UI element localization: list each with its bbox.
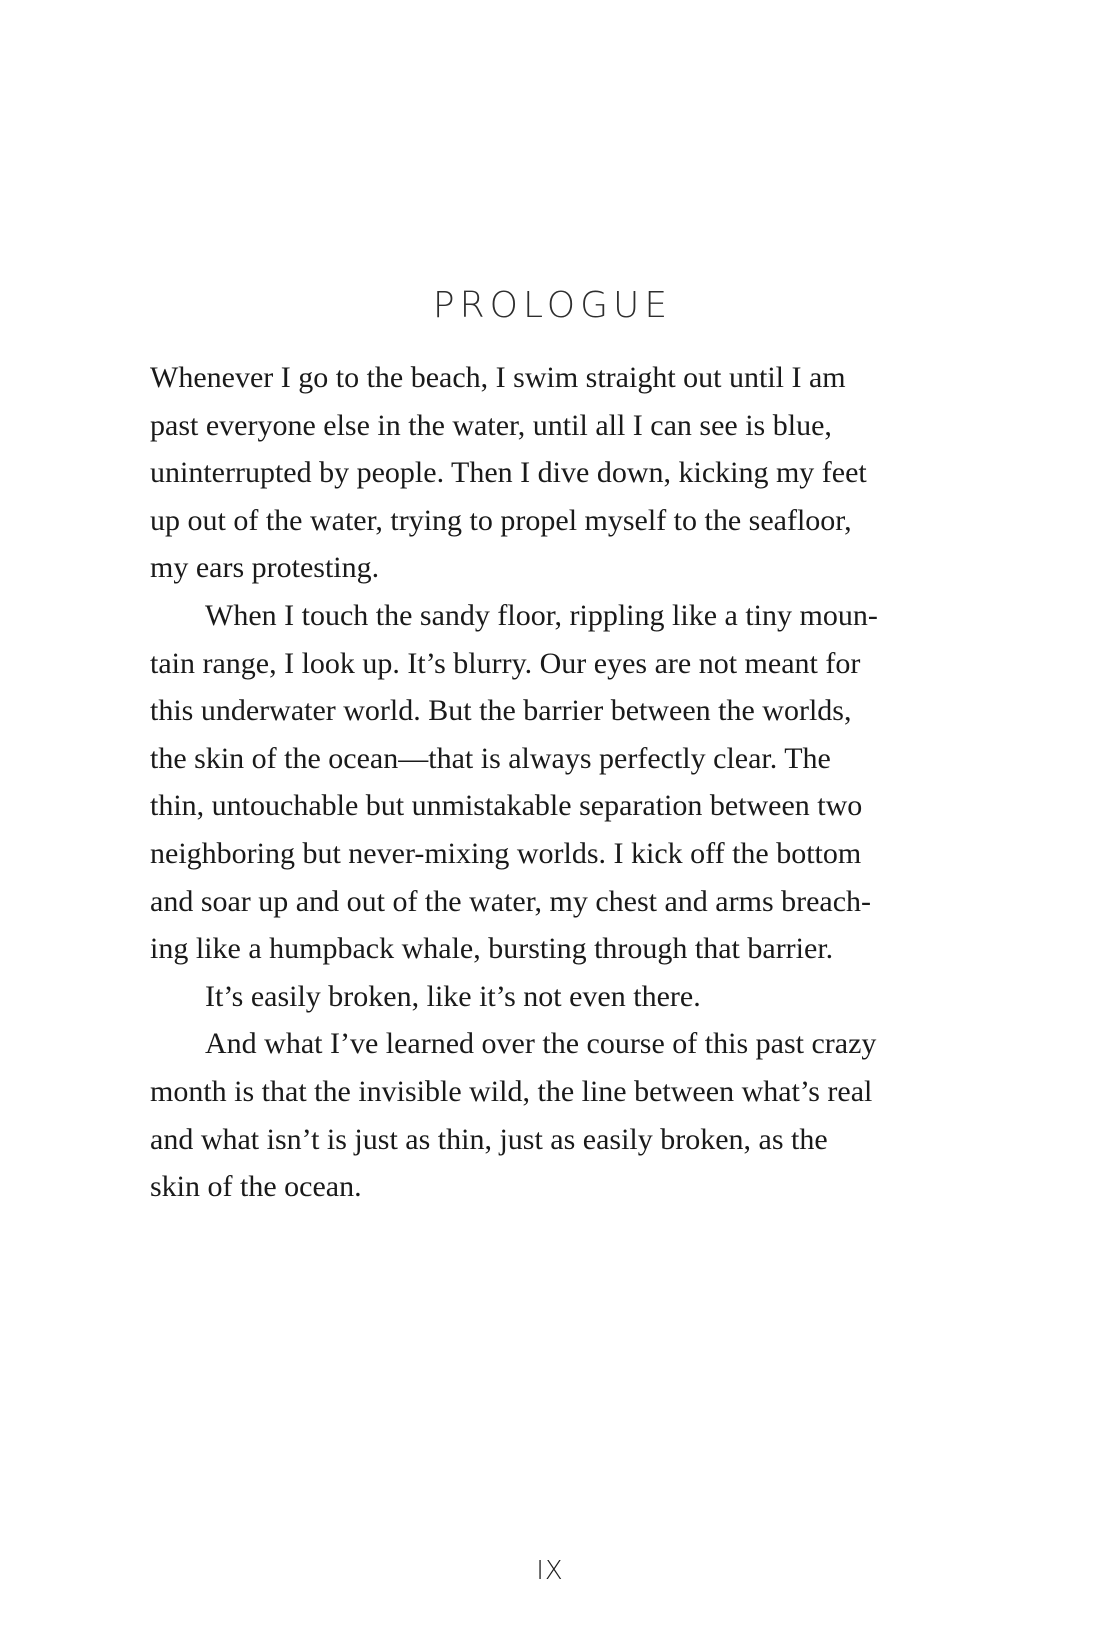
paragraph xyxy=(150,354,950,592)
text-line: tain range, I look up. It’s blurry. Our eyes are not meant for xyxy=(150,646,861,680)
text-line: up out of the water, trying to propel myself to the seafloor, xyxy=(150,503,852,537)
text-line: skin of the ocean. xyxy=(150,1170,362,1204)
text-line: the skin of the ocean—that is always perfectly clear. The xyxy=(150,741,831,775)
paragraph xyxy=(150,973,950,1021)
text-line: neighboring but never-mixing worlds. I kick off the bottom xyxy=(150,836,862,870)
page-title: PROLOGUE xyxy=(432,285,673,326)
paragraph xyxy=(150,592,950,973)
text-line: When I touch the sandy floor, rippling like a tiny moun- xyxy=(205,598,878,632)
text-line: this underwater world. But the barrier between the worlds, xyxy=(150,694,852,728)
text-line: uninterrupted by people. Then I dive down, kicking my feet xyxy=(150,456,867,490)
text-line: past everyone else in the water, until all I can see is blue, xyxy=(150,408,832,442)
body-text xyxy=(150,354,950,1211)
text-line: and soar up and out of the water, my chest and arms breach- xyxy=(150,884,872,918)
text-line: thin, untouchable but unmistakable separation between two xyxy=(150,789,863,823)
paragraph xyxy=(150,1020,950,1210)
text-line: and what isn’t is just as thin, just as easily broken, as the xyxy=(150,1122,828,1156)
text-line: month is that the invisible wild, the line between what’s real xyxy=(150,1074,873,1108)
text-line: And what I’ve learned over the course of this past crazy xyxy=(205,1027,877,1061)
text-line: ing like a humpback whale, bursting through that barrier. xyxy=(150,932,834,966)
page-number: IX xyxy=(536,1556,564,1586)
text-line: It’s easily broken, like it’s not even there. xyxy=(205,979,701,1013)
text-line: Whenever I go to the beach, I swim straight out until I am xyxy=(150,361,846,394)
text-line: my ears protesting. xyxy=(150,551,380,585)
